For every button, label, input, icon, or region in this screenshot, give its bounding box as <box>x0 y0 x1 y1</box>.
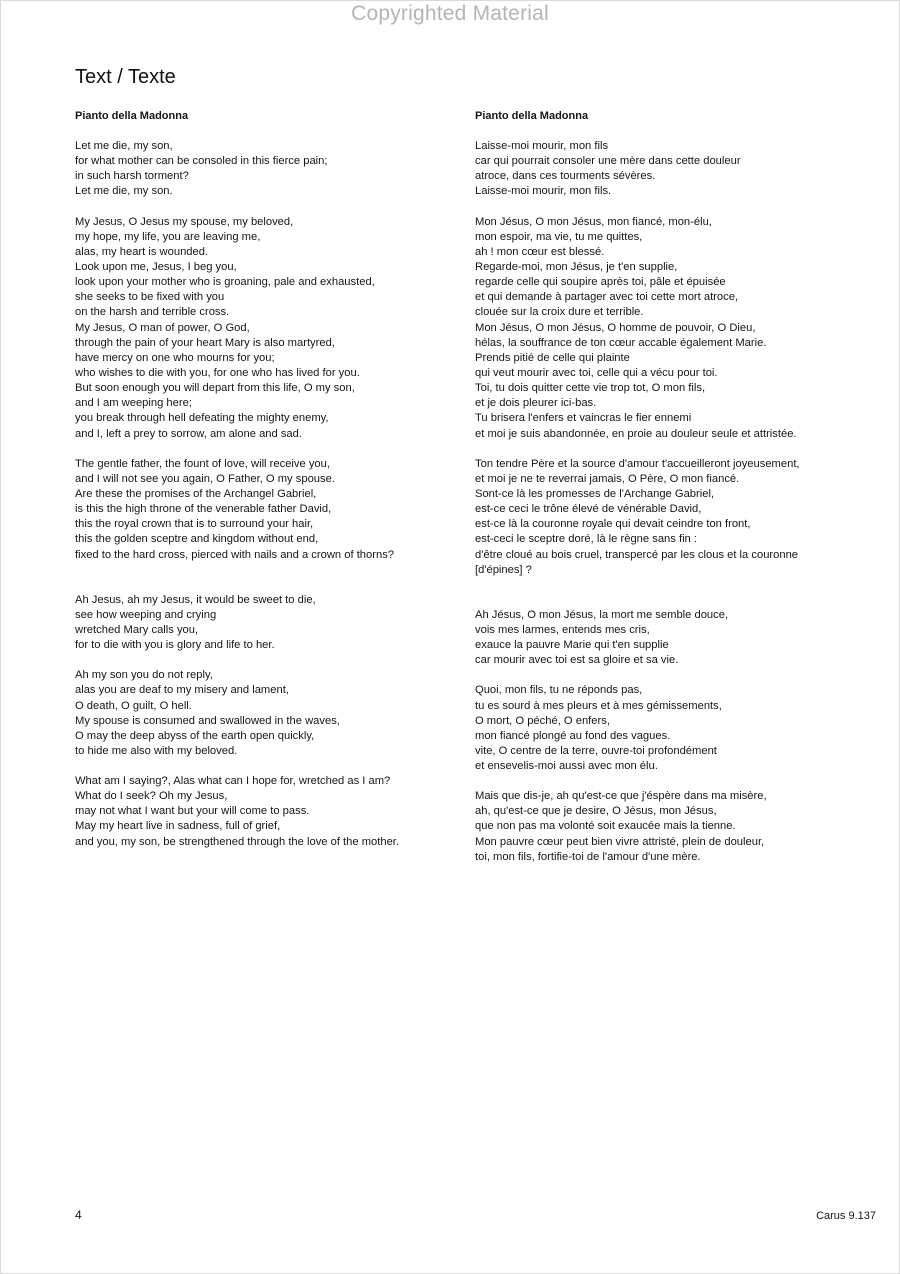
stanza <box>475 683 875 774</box>
stanza <box>475 457 875 578</box>
verse-line: you break through hell defeating the mighty enemy, <box>75 412 329 425</box>
verse-line: Laisse-moi mourir, mon fils <box>475 140 609 152</box>
verse-line: ah ! mon cœur est blessé. <box>475 245 605 258</box>
verse-line: But soon enough you will depart from this life, O my son, <box>75 382 355 395</box>
english-column <box>75 109 465 865</box>
verse-line: et qui demande à partager avec toi cette mort atroce, <box>475 291 739 304</box>
verse-line: may not what I want but your will come to pass. <box>75 805 310 818</box>
verse-line: for what mother can be consoled in this fierce pain; <box>75 155 328 168</box>
verse-line: alas you are deaf to my misery and lament, <box>75 684 289 697</box>
verse-line: Mon pauvre cœur peut bien vivre attristé, plein de douleur, <box>475 835 765 848</box>
verse-line: Mon Jésus, O mon Jésus, mon fiancé, mon-élu, <box>475 215 712 228</box>
verse-line: May my heart live in sadness, full of grief, <box>75 820 281 833</box>
stanza <box>75 774 465 850</box>
verse-line: for to die with you is glory and life to her. <box>75 639 275 652</box>
verse-line: and I, left a prey to sorrow, am alone and sad. <box>75 427 302 440</box>
verse-line: and I will not see you again, O Father, O my spouse. <box>75 472 335 485</box>
stanza <box>75 139 465 200</box>
verse-line: Regarde-moi, mon Jésus, je t'en supplie, <box>475 260 678 273</box>
verse-line: Let me die, my son. <box>75 185 173 198</box>
stanza <box>475 139 875 200</box>
page-title: Text / Texte <box>75 66 176 88</box>
verse-line: clouée sur la croix dure et terrible. <box>475 306 644 319</box>
stanza <box>75 215 465 442</box>
verse-line: My Jesus, O Jesus my spouse, my beloved, <box>75 215 294 228</box>
stanza <box>475 215 875 442</box>
verse-line: est-ceci le sceptre doré, là le règne sans fin : <box>475 533 697 546</box>
verse-line: exauce la pauvre Marie qui t'en supplie <box>475 639 669 652</box>
verse-line: to hide me also with my beloved. <box>75 744 238 757</box>
verse-line: this the royal crown that is to surround your hair, <box>75 518 314 531</box>
french-column <box>475 109 875 880</box>
verse-line: O may the deep abyss of the earth open quickly, <box>75 729 315 742</box>
verse-line: and you, my son, be strengthened through the love of the mother. <box>75 835 400 848</box>
french-stanzas <box>475 139 875 865</box>
verse-line: d'être cloué au bois cruel, transpercé par les clous et la couronne <box>475 548 799 561</box>
verse-line: O mort, O péché, O enfers, <box>475 714 610 727</box>
verse-line: O death, O guilt, O hell. <box>75 699 192 712</box>
verse-line: ah, qu'est-ce que je desire, O Jésus, mon Jésus, <box>475 805 717 818</box>
verse-line: Ah my son you do not reply, <box>75 669 213 682</box>
verse-line: et ensevelis-moi aussi avec mon élu. <box>475 760 658 773</box>
verse-line: What do I seek? Oh my Jesus, <box>75 790 228 803</box>
stanza <box>475 789 875 865</box>
english-heading: Pianto della Madonna <box>75 110 189 122</box>
verse-line: is this the high throne of the venerable father David, <box>75 503 332 516</box>
verse-line: qui veut mourir avec toi, celle qui a vécu pour toi. <box>475 366 718 379</box>
stanza <box>75 457 465 563</box>
verse-line: est-ce ceci le trône élevé de vénérable David, <box>475 503 702 516</box>
verse-line: have mercy on one who mourns for you; <box>75 351 275 364</box>
stanza <box>475 608 875 669</box>
english-stanzas <box>75 139 465 850</box>
verse-line: My Jesus, O man of power, O God, <box>75 321 250 334</box>
verse-line: Tu brisera l'enfers et vaincras le fier ennemi <box>475 412 692 425</box>
verse-line: who wishes to die with you, for one who has lived for you. <box>75 366 360 379</box>
verse-line: Quoi, mon fils, tu ne réponds pas, <box>475 684 643 697</box>
verse-line: What am I saying?, Alas what can I hope for, wretched as I am? <box>75 775 391 788</box>
verse-line: through the pain of your heart Mary is also martyred, <box>75 336 335 349</box>
french-heading: Pianto della Madonna <box>475 110 589 122</box>
verse-line: My spouse is consumed and swallowed in the waves, <box>75 714 340 727</box>
verse-line: vois mes larmes, entends mes cris, <box>475 623 650 636</box>
verse-line: Are these the promises of the Archangel Gabriel, <box>75 487 317 500</box>
verse-line: Look upon me, Jesus, I beg you, <box>75 260 237 273</box>
verse-line: Ah Jésus, O mon Jésus, la mort me semble douce, <box>475 608 729 621</box>
verse-line: in such harsh torment? <box>75 170 189 183</box>
verse-line: this the golden sceptre and kingdom without end, <box>75 533 319 546</box>
verse-line: car mourir avec toi est sa gloire et sa vie. <box>475 654 679 667</box>
verse-line: mon fiancé plongé au fond des vagues. <box>475 729 671 742</box>
verse-line: on the harsh and terrible cross. <box>75 306 230 319</box>
verse-line: see how weeping and crying <box>75 608 217 621</box>
verse-line: hélas, la souffrance de ton cœur accable également Marie. <box>475 336 767 349</box>
stanza <box>75 668 465 759</box>
verse-line: look upon your mother who is groaning, pale and exhausted, <box>75 276 375 289</box>
verse-line: fixed to the hard cross, pierced with nails and a crown of thorns? <box>75 548 395 561</box>
page-number: 4 <box>75 1208 82 1222</box>
catalog-number: Carus 9.137 <box>816 1210 876 1222</box>
verse-line: et moi je ne te reverrai jamais, O Père, O mon fiancé. <box>475 472 740 485</box>
verse-line: alas, my heart is wounded. <box>75 245 209 258</box>
watermark: Copyrighted Material <box>351 2 549 25</box>
verse-line: Laisse-moi mourir, mon fils. <box>475 185 612 198</box>
verse-line: atroce, dans ces tourments sévères. <box>475 170 656 183</box>
verse-line: Toi, tu dois quitter cette vie trop tot, O mon fils, <box>475 382 706 395</box>
stanza <box>75 593 465 654</box>
verse-line: Let me die, my son, <box>75 140 173 152</box>
verse-line: que non pas ma volonté soit exaucée mais la tienne. <box>475 820 736 833</box>
verse-line: The gentle father, the fount of love, will receive you, <box>75 457 330 470</box>
verse-line: wretched Mary calls you, <box>75 623 199 636</box>
verse-line: and I am weeping here; <box>75 397 192 410</box>
verse-line: toi, mon fils, fortifie-toi de l'amour d'une mère. <box>475 850 701 863</box>
verse-line: est-ce là la couronne royale qui devait ceindre ton front, <box>475 518 751 531</box>
verse-line: she seeks to be fixed with you <box>75 291 225 304</box>
verse-line: et je dois pleurer ici-bas. <box>475 397 597 410</box>
verse-line: vite, O centre de la terre, ouvre-toi profondément <box>475 744 717 757</box>
verse-line: tu es sourd à mes pleurs et à mes gémissements, <box>475 699 722 712</box>
verse-line: Ton tendre Père et la source d'amour t'accueilleront joyeusement, <box>475 457 800 470</box>
verse-line: Mais que dis-je, ah qu'est-ce que j'éspère dans ma misère, <box>475 790 767 803</box>
verse-line: car qui pourrait consoler une mère dans cette douleur <box>475 155 741 168</box>
verse-line: Ah Jesus, ah my Jesus, it would be sweet to die, <box>75 593 316 606</box>
verse-line: my hope, my life, you are leaving me, <box>75 230 261 243</box>
verse-line: et moi je suis abandonnée, en proie au douleur seule et attristée. <box>475 427 797 440</box>
verse-line: Sont-ce là les promesses de l'Archange Gabriel, <box>475 487 715 500</box>
verse-line: mon espoir, ma vie, tu me quittes, <box>475 230 643 243</box>
verse-line: [d'épines] ? <box>475 563 532 576</box>
verse-line: regarde celle qui soupire après toi, pâle et épuisée <box>475 276 726 289</box>
verse-line: Prends pitié de celle qui plainte <box>475 351 630 364</box>
verse-line: Mon Jésus, O mon Jésus, O homme de pouvoir, O Dieu, <box>475 321 756 334</box>
